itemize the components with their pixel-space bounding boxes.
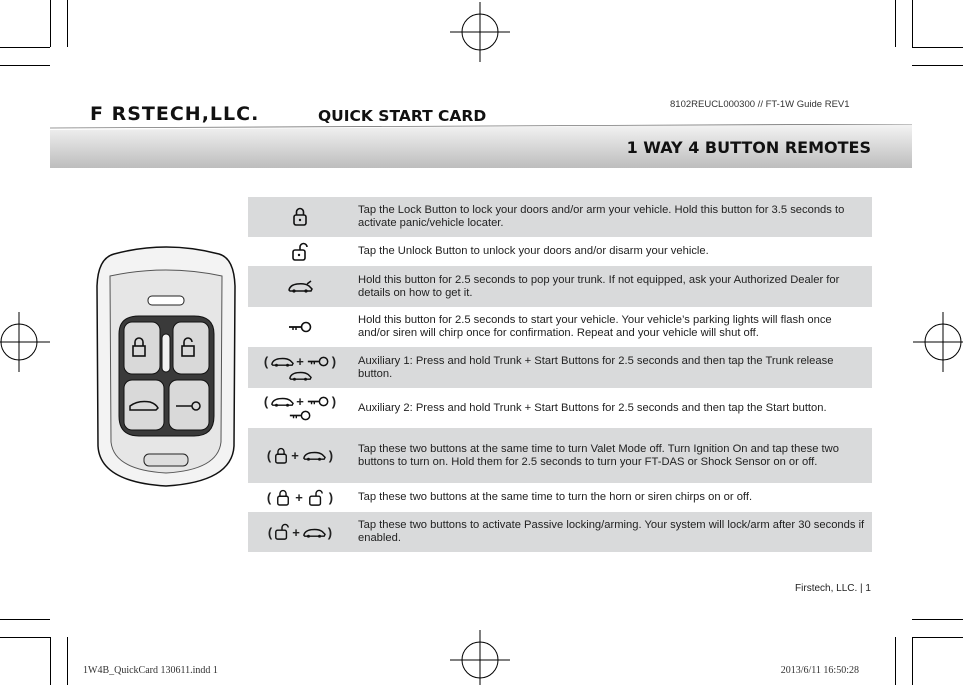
card-title: QUICK START CARD xyxy=(318,107,487,125)
crop-mark xyxy=(912,637,963,638)
plus-sign: + xyxy=(292,524,300,540)
table-row xyxy=(248,347,872,388)
instruction-text: Auxiliary 1: Press and hold Trunk + Start Buttons for 2.5 seconds and then tap the Trunk release button. xyxy=(358,354,834,380)
trunk-icon xyxy=(288,369,312,382)
table-row xyxy=(248,512,872,552)
remote-illustration xyxy=(94,246,239,491)
button-icon-cell xyxy=(248,354,352,382)
paren-close: ) xyxy=(331,353,337,369)
registration-mark xyxy=(913,312,963,372)
paren-close: ) xyxy=(331,394,337,409)
brand-logo-text: F RSTECH,LLC. xyxy=(90,103,260,125)
paren-open: ( xyxy=(266,490,272,505)
crop-mark xyxy=(912,619,963,620)
lock-icon xyxy=(274,447,288,465)
crop-mark xyxy=(912,637,913,685)
instruction-text: Auxiliary 2: Press and hold Trunk + Start Buttons for 2.5 seconds and then tap the Start button. xyxy=(358,401,827,414)
plus-sign: + xyxy=(291,448,299,463)
table-row xyxy=(248,266,872,307)
plus-sign: + xyxy=(296,394,304,409)
plus-sign: + xyxy=(295,490,303,505)
instruction-table xyxy=(248,197,872,552)
lock-icon xyxy=(276,489,290,507)
lock-icon xyxy=(292,207,308,227)
table-row xyxy=(248,483,872,512)
registration-mark xyxy=(450,2,510,62)
table-row xyxy=(248,197,872,237)
crop-mark xyxy=(0,619,50,620)
crop-mark xyxy=(50,0,51,47)
instruction-text: Hold this button for 2.5 seconds to start your vehicle. Your vehicle’s parking lights will flash once and/or siren will chirp once for confirmation. Repeat and your vehicle will shut off. xyxy=(358,314,832,339)
crop-mark xyxy=(0,47,50,48)
paren-open: ( xyxy=(263,353,269,369)
paren-open: ( xyxy=(266,448,272,463)
trunk-icon xyxy=(287,280,313,294)
button-icon-cell xyxy=(248,489,352,507)
crop-mark xyxy=(50,637,51,685)
crop-mark xyxy=(895,0,896,47)
print-timestamp: 2013/6/11 16:50:28 xyxy=(780,665,859,676)
unlock-icon xyxy=(274,523,290,541)
paren-open: ( xyxy=(263,394,269,409)
trunk-icon xyxy=(302,449,326,462)
trunk-icon xyxy=(270,355,294,368)
brand-logo xyxy=(90,103,259,125)
instruction-text: Hold this button for 2.5 seconds to pop your trunk. If not equipped, ask your Authorized Dealer for details on how to get it. xyxy=(358,273,840,299)
crop-mark xyxy=(67,0,68,47)
table-row xyxy=(248,307,872,347)
instruction-text: Tap these two buttons at the same time to turn the horn or siren chirps on or off. xyxy=(358,491,753,503)
instruction-text: Tap these two buttons to activate Passive locking/arming. Your system will lock/arm after 30 seconds if enabled. xyxy=(358,519,865,544)
table-row xyxy=(248,237,872,266)
start-key-icon xyxy=(288,409,312,422)
crop-mark xyxy=(912,47,963,48)
crop-mark xyxy=(912,65,963,66)
crop-mark xyxy=(67,637,68,685)
start-key-icon xyxy=(287,320,313,334)
document-id: 8102REUCL000300 // FT-1W Guide REV1 xyxy=(670,99,850,110)
trunk-icon xyxy=(270,395,294,408)
paren-close: ) xyxy=(327,524,333,540)
crop-mark xyxy=(0,637,50,638)
start-key-icon xyxy=(306,395,330,408)
paren-close: ) xyxy=(328,448,334,463)
button-icon-cell xyxy=(248,207,352,227)
crop-mark xyxy=(895,637,896,685)
registration-mark xyxy=(450,630,510,685)
button-icon-cell xyxy=(248,523,352,541)
registration-mark xyxy=(0,312,50,372)
unlock-icon xyxy=(291,242,309,262)
button-icon-cell xyxy=(248,447,352,465)
button-icon-cell xyxy=(248,280,352,294)
button-icon-cell xyxy=(248,242,352,262)
plus-sign: + xyxy=(296,353,304,369)
paren-open: ( xyxy=(267,524,273,540)
trunk-icon xyxy=(302,526,326,539)
paren-close: ) xyxy=(328,490,334,505)
instruction-text: Tap these two buttons at the same time to turn Valet Mode off. Turn Ignition On and tap these two buttons to turn on. Hold them for 2.5 seconds to turn your FT-DAS or Shock Sensor on or off. xyxy=(358,442,839,468)
instruction-text: Tap the Lock Button to lock your doors and/or arm your vehicle. Hold this button for 3.5 seconds to activate panic/vehicle locater. xyxy=(358,204,845,229)
page-footer: Firstech, LLC. | 1 xyxy=(795,583,871,594)
table-row xyxy=(248,428,872,483)
file-slug: 1W4B_QuickCard 130611.indd 1 xyxy=(83,665,218,676)
start-key-icon xyxy=(306,355,330,368)
unlock-icon xyxy=(308,489,324,507)
button-icon-cell xyxy=(248,394,352,422)
button-icon-cell xyxy=(248,320,352,334)
instruction-text: Tap the Unlock Button to unlock your doors and/or disarm your vehicle. xyxy=(358,245,709,257)
page-subtitle: 1 WAY 4 BUTTON REMOTES xyxy=(626,138,871,157)
table-row xyxy=(248,388,872,428)
crop-mark xyxy=(0,65,50,66)
crop-mark xyxy=(912,0,913,47)
